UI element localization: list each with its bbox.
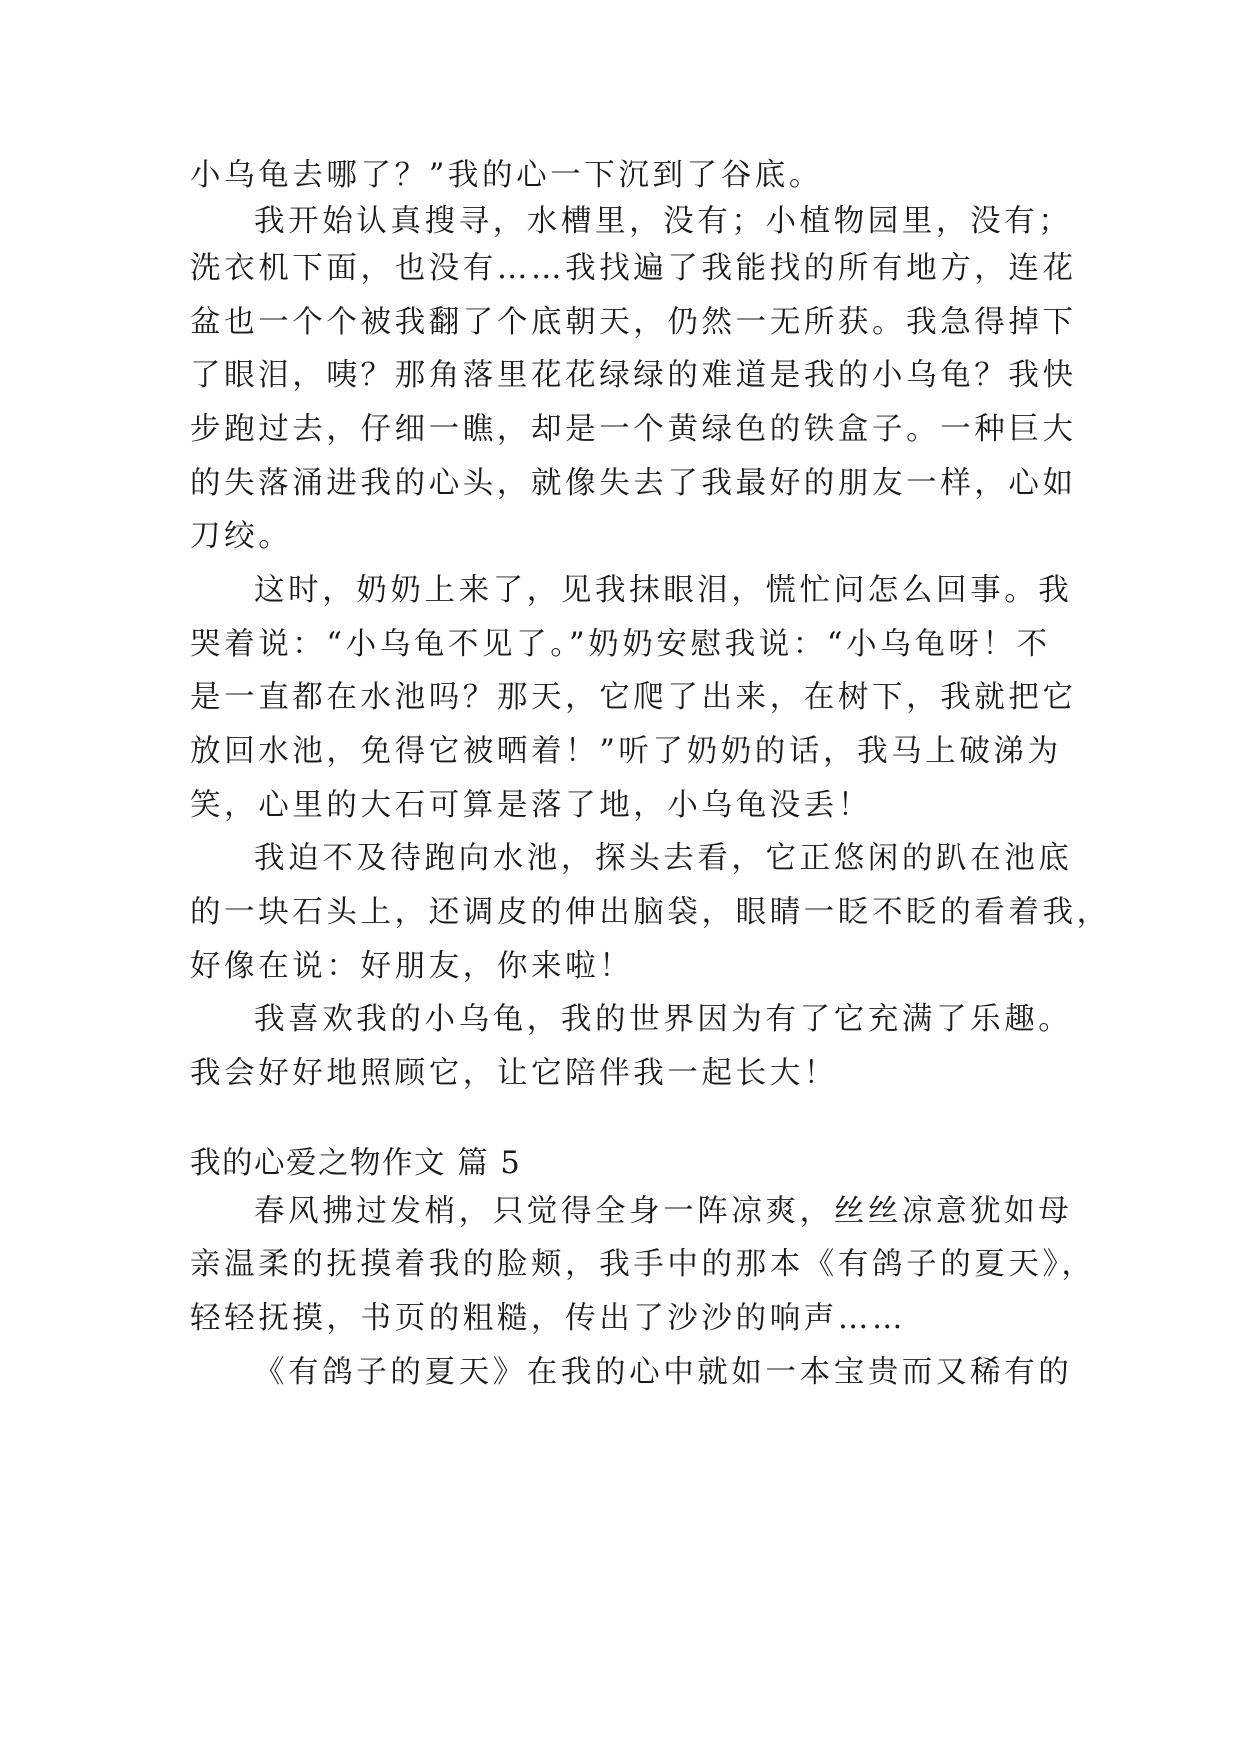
paragraph-start-line: 我开始认真搜寻，水槽里，没有；小植物园里，没有；: [254, 204, 1073, 239]
text-line: 笑，心里的大石可算是落了地，小乌龟没丢！: [190, 788, 872, 823]
text-line: 小乌龟去哪了？”我的心一下沉到了谷底。: [190, 158, 823, 193]
paragraph-start-line: 这时，奶奶上来了，见我抹眼泪，慌忙问怎么回事。我: [254, 573, 1073, 608]
text-line: 轻轻抚摸，书页的粗糙，传出了沙沙的响声……: [190, 1301, 907, 1336]
text-line: 好像在说：好朋友，你来啦！: [190, 949, 634, 984]
text-line: 哭着说：“小乌龟不见了。”奶奶安慰我说：“小乌龟呀！不: [190, 627, 1051, 662]
text-line: 洗衣机下面，也没有……我找遍了我能找的所有地方，连花: [190, 251, 1077, 286]
text-line: 的一块石头上，还调皮的伸出脑袋，眼睛一眨不眨的看着我，: [190, 895, 1111, 930]
paragraph-start-line: 我喜欢我的小乌龟，我的世界因为有了它充满了乐趣。: [254, 1002, 1073, 1037]
paragraph-start-line: 春风拂过发梢，只觉得全身一阵凉爽，丝丝凉意犹如母: [254, 1194, 1073, 1229]
text-line: 盆也一个个被我翻了个底朝天，仍然一无所获。我急得掉下: [190, 305, 1077, 340]
text-line: 刀绞。: [190, 519, 293, 554]
text-line: 我会好好地照顾它，让它陪伴我一起长大！: [190, 1056, 838, 1091]
text-line: 放回水池，免得它被晒着！”听了奶奶的话，我马上破涕为: [190, 734, 1062, 769]
text-line: 是一直都在水池吗？那天，它爬了出来，在树下，我就把它: [190, 680, 1077, 715]
paragraph-start-line: 《有鸽子的夏天》在我的心中就如一本宝贵而又稀有的: [254, 1355, 1073, 1390]
text-line: 了眼泪，咦？那角落里花花绿绿的难道是我的小乌龟？我快: [190, 358, 1077, 393]
text-line: 的失落涌进我的心头，就像失去了我最好的朋友一样，心如: [190, 466, 1077, 501]
text-line: 亲温柔的抚摸着我的脸颊，我手中的那本《有鸽子的夏天》，: [190, 1247, 1096, 1282]
paragraph-start-line: 我迫不及待跑向水池，探头去看，它正悠闲的趴在池底: [254, 841, 1073, 876]
section-heading: 我的心爱之物作文 篇 5: [190, 1146, 522, 1181]
text-line: 步跑过去，仔细一瞧，却是一个黄绿色的铁盒子。一种巨大: [190, 412, 1077, 447]
